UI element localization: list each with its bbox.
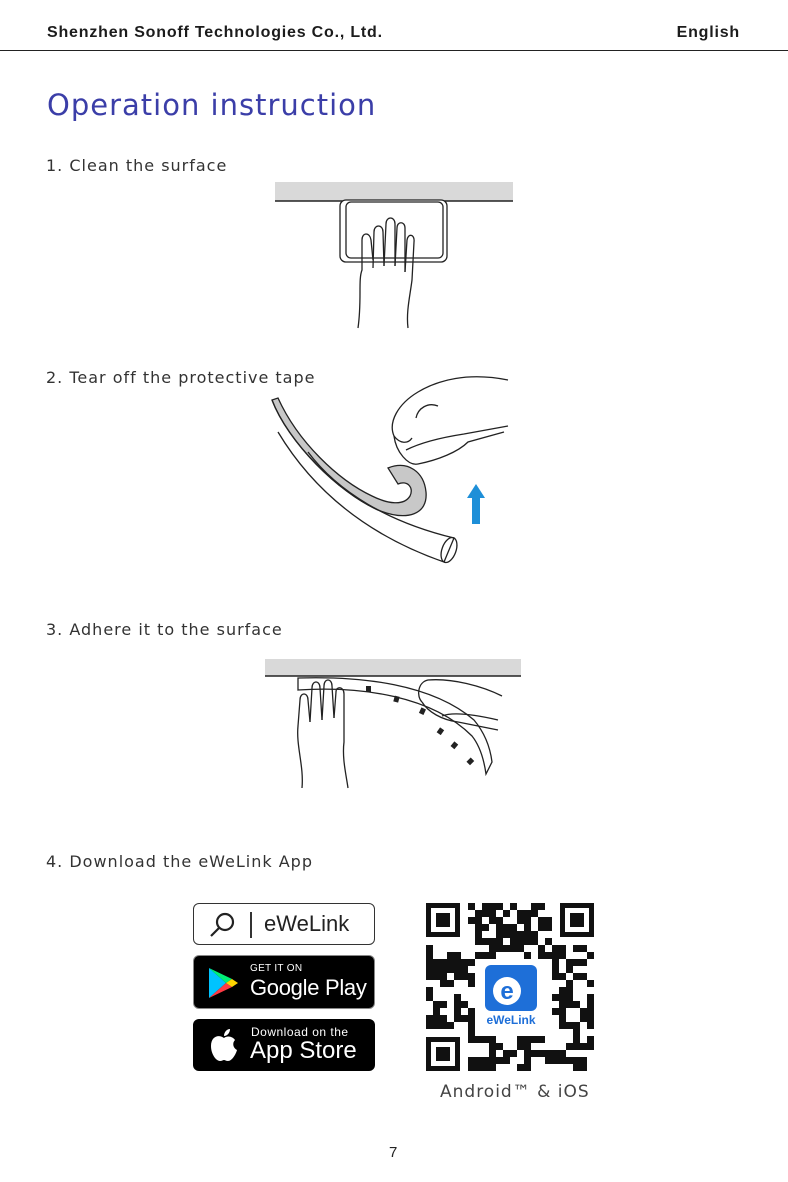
google-play-small-text: GET IT ON [250,963,303,974]
tear-tape-illustration [268,372,520,572]
clean-surface-illustration [270,180,520,332]
step-4-label: 4. Download the eWeLink App [46,852,313,871]
language-label: English [676,24,740,41]
google-play-big-text: Google Play [250,975,367,1000]
apple-icon [209,1028,239,1062]
svg-text:eWeLink: eWeLink [486,1013,536,1027]
search-icon [208,911,238,939]
page-number: 7 [389,1144,398,1161]
ewelink-logo [482,965,540,1027]
svg-text:e: e [500,978,514,1005]
header-divider [0,50,788,51]
ewelink-search-badge[interactable] [193,903,375,945]
google-play-badge[interactable] [193,955,375,1009]
app-store-badge[interactable] [193,1019,375,1071]
search-label: eWeLink [264,911,350,936]
step-2-label: 2. Tear off the protective tape [46,368,316,387]
search-divider [250,912,252,938]
step-1-label: 1. Clean the surface [46,156,228,175]
page-title: Operation instruction [47,88,377,122]
step-3-label: 3. Adhere it to the surface [46,620,283,639]
company-name: Shenzhen Sonoff Technologies Co., Ltd. [47,24,383,41]
google-play-icon [206,966,240,1000]
app-store-big-text: App Store [250,1037,357,1064]
adhere-surface-illustration [262,656,524,792]
ewelink-qr-code[interactable] [426,903,594,1071]
qr-caption: Android™ & iOS [440,1082,590,1102]
app-store-small-text: Download on the [251,1025,349,1039]
